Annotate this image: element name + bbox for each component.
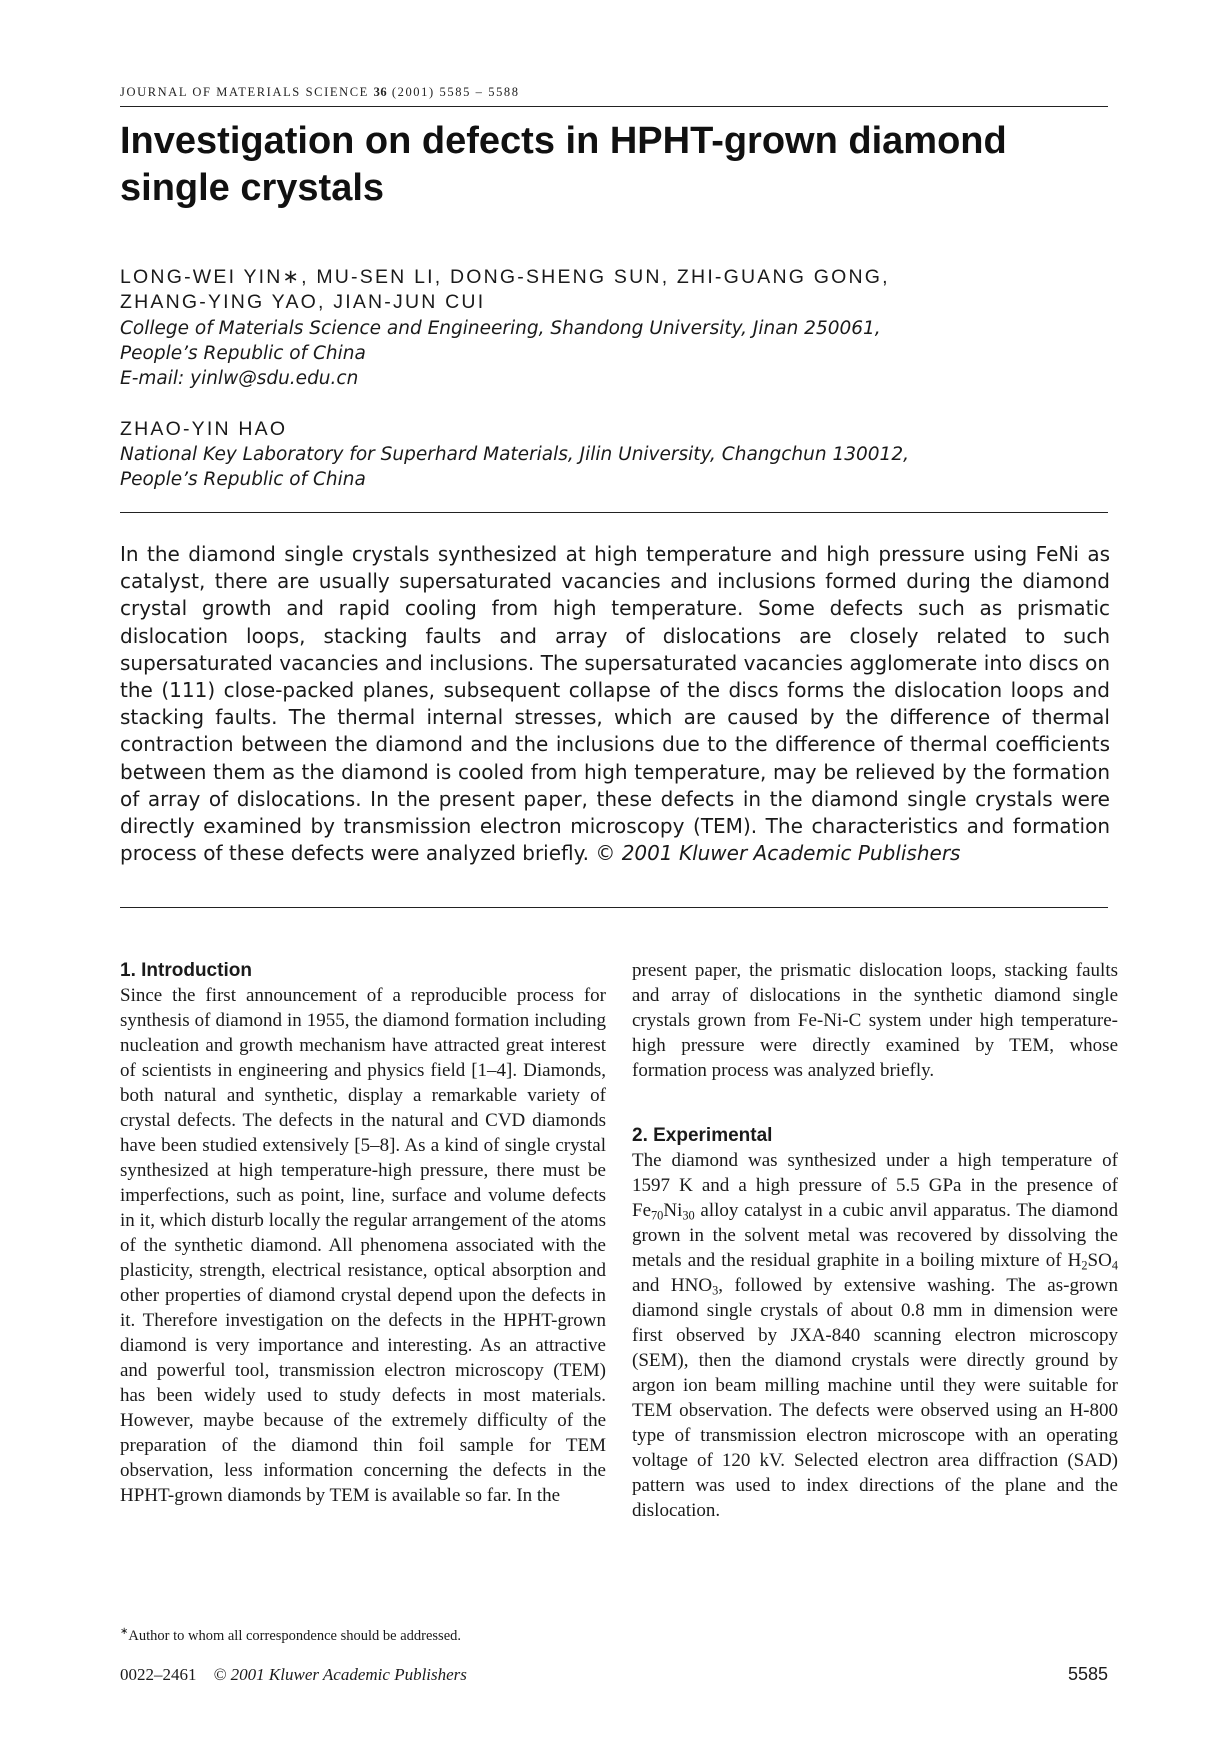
affiliation-2-line-2: People’s Republic of China	[120, 469, 366, 490]
footnote-marker: ∗	[120, 1626, 129, 1638]
author-list-2	[120, 417, 1110, 442]
affiliation-2-line-1: National Key Laboratory for Superhard Materials, Jilin University, Changchun 130012,	[120, 444, 909, 465]
journal-header	[120, 85, 1106, 100]
paper-title: Investigation on defects in HPHT-grown diamond single crystals	[120, 120, 1007, 209]
so-subscript: 4	[1111, 1258, 1118, 1273]
affiliation-1-line-1: College of Materials Science and Engineering, Shandong University, Jinan 250061,	[120, 318, 881, 339]
footer-copyright: © 2001 Kluwer Academic Publishers	[213, 1665, 467, 1684]
fe-subscript: 70	[651, 1208, 664, 1223]
author-list-1	[120, 265, 1110, 315]
ni-subscript: 30	[682, 1208, 695, 1223]
header-rule	[120, 106, 1108, 107]
ni-symbol: Ni	[663, 1200, 683, 1221]
abstract-top-rule	[120, 512, 1108, 513]
affiliation-1-line-2: People’s Republic of China	[120, 343, 366, 364]
so-symbol: SO	[1087, 1250, 1112, 1271]
right-column	[632, 958, 1118, 1523]
section-heading-experimental: 2. Experimental	[632, 1125, 773, 1146]
journal-year: (2001)	[391, 85, 435, 99]
footnote-rule	[120, 1618, 230, 1619]
footnote-text: Author to whom all correspondence should be addressed.	[128, 1628, 461, 1644]
journal-name: JOURNAL OF MATERIALS SCIENCE	[120, 85, 369, 99]
author-email[interactable]: E-mail: yinlw@sdu.edu.cn	[120, 368, 359, 389]
author-line-1: LONG-WEI YIN∗, MU-SEN LI, DONG-SHENG SUN, ZHI-GUANG GONG,	[120, 266, 890, 288]
author-line-3: ZHAO-YIN HAO	[120, 418, 288, 440]
experimental-text-4: , followed by extensive washing. The as-grown diamond single crystals of about 0.8 mm in dimension were first observed by JXA-840 scanning electron microscopy (SEM), then the diamond crystals were directly ground by argon ion beam milling machine until they were suitable for TEM observation. The defects were observed using an H-800 type of transmission electron microscope with an operating voltage of 120 kV. Selected electron area diffraction (SAD) pattern was used to index directions of the plane and the dislocation.	[632, 1275, 1118, 1521]
affiliation-2	[120, 442, 1110, 492]
experimental-text-2: alloy catalyst in a cubic anvil apparatus. The diamond grown in the solvent metal was recovered by dissolving the metals and the residual graphite in a boiling mixture of H	[632, 1200, 1118, 1271]
abstract-bottom-rule	[120, 907, 1108, 908]
introduction-paragraph: Since the first announcement of a reproducible process for synthesis of diamond in 1955, the diamond formation including nucleation and growth mechanism have attracted great interest of scientists in engineering and physics field [1–4]. Diamonds, both natural and synthetic, display a remarkable variety of crystal defects. The defects in the natural and CVD diamonds have been studied extensively [5–8]. As a kind of single crystal synthesized at high temperature-high pressure, there must be imperfections, such as point, line, surface and volume defects in it, which disturb locally the regular arrangement of the atoms of the synthetic diamond. All phenomena associated with the plasticity, strength, electrical resistance, optical absorption and other properties of diamond crystal depend upon the defects in it. Therefore investigation on the defects in the HPHT-grown diamond is very importance and interesting. As an attractive and powerful tool, transmission electron microscopy (TEM) has been widely used to study defects in most materials. However, maybe because of the extremely difficulty of the preparation of the diamond thin foil sample for TEM observation, less information concerning the defects in the HPHT-grown diamonds by TEM is available so far. In the	[120, 985, 606, 1506]
experimental-paragraph	[632, 1148, 1118, 1523]
section-heading-introduction: 1. Introduction	[120, 960, 252, 981]
affiliation-1	[120, 316, 1110, 391]
page-number: 5585	[1067, 1664, 1108, 1684]
footnote	[120, 1628, 461, 1645]
journal-volume: 36	[373, 85, 388, 99]
h-subscript: 2	[1081, 1258, 1088, 1273]
left-column	[120, 958, 606, 1508]
journal-pages: 5585 – 5588	[439, 85, 520, 99]
experimental-text-3: and HNO	[632, 1275, 713, 1296]
abstract-copyright: © 2001 Kluwer Academic Publishers	[595, 841, 961, 866]
footer-issn: 0022–2461	[120, 1665, 197, 1684]
abstract-text: In the diamond single crystals synthesized at high temperature and high pressure using FeNi as catalyst, there are usually supersaturated vacancies and inclusions formed during the diamond crystal growth and rapid cooling from high temperature. Some defects such as prismatic dislocation loops, stacking faults and array of dislocations are closely related to such supersaturated vacancies and inclusions. The supersaturated vacancies agglomerate into discs on the (111) close-packed planes, subsequent collapse of the discs forms the dislocation loops and stacking faults. The thermal internal stresses, which are caused by the difference of thermal contraction between the diamond and the inclusions due to the difference of thermal coefficients between them as the diamond is cooled from high temperature, may be relieved by the formation of array of dislocations. In the present paper, these defects in the diamond single crystals were directly examined by transmission electron microscopy (TEM). The characteristics and formation process of these defects were analyzed briefly.	[120, 542, 1110, 866]
abstract	[120, 541, 1110, 867]
author-line-2: ZHANG-YING YAO, JIAN-JUN CUI	[120, 291, 486, 313]
footer-left	[120, 1665, 467, 1685]
experimental-text-1: The diamond was synthesized under a high temperature of 1597 K and a high pressure of 5.5 GPa in the presence of Fe	[632, 1150, 1118, 1221]
introduction-continued: present paper, the prismatic dislocation loops, stacking faults and array of dislocations in the synthetic diamond single crystals grown from Fe-Ni-C system under high temperature-high pressure were directly examined by TEM, whose formation process was analyzed briefly.	[632, 960, 1118, 1081]
no-subscript: 3	[712, 1283, 719, 1298]
